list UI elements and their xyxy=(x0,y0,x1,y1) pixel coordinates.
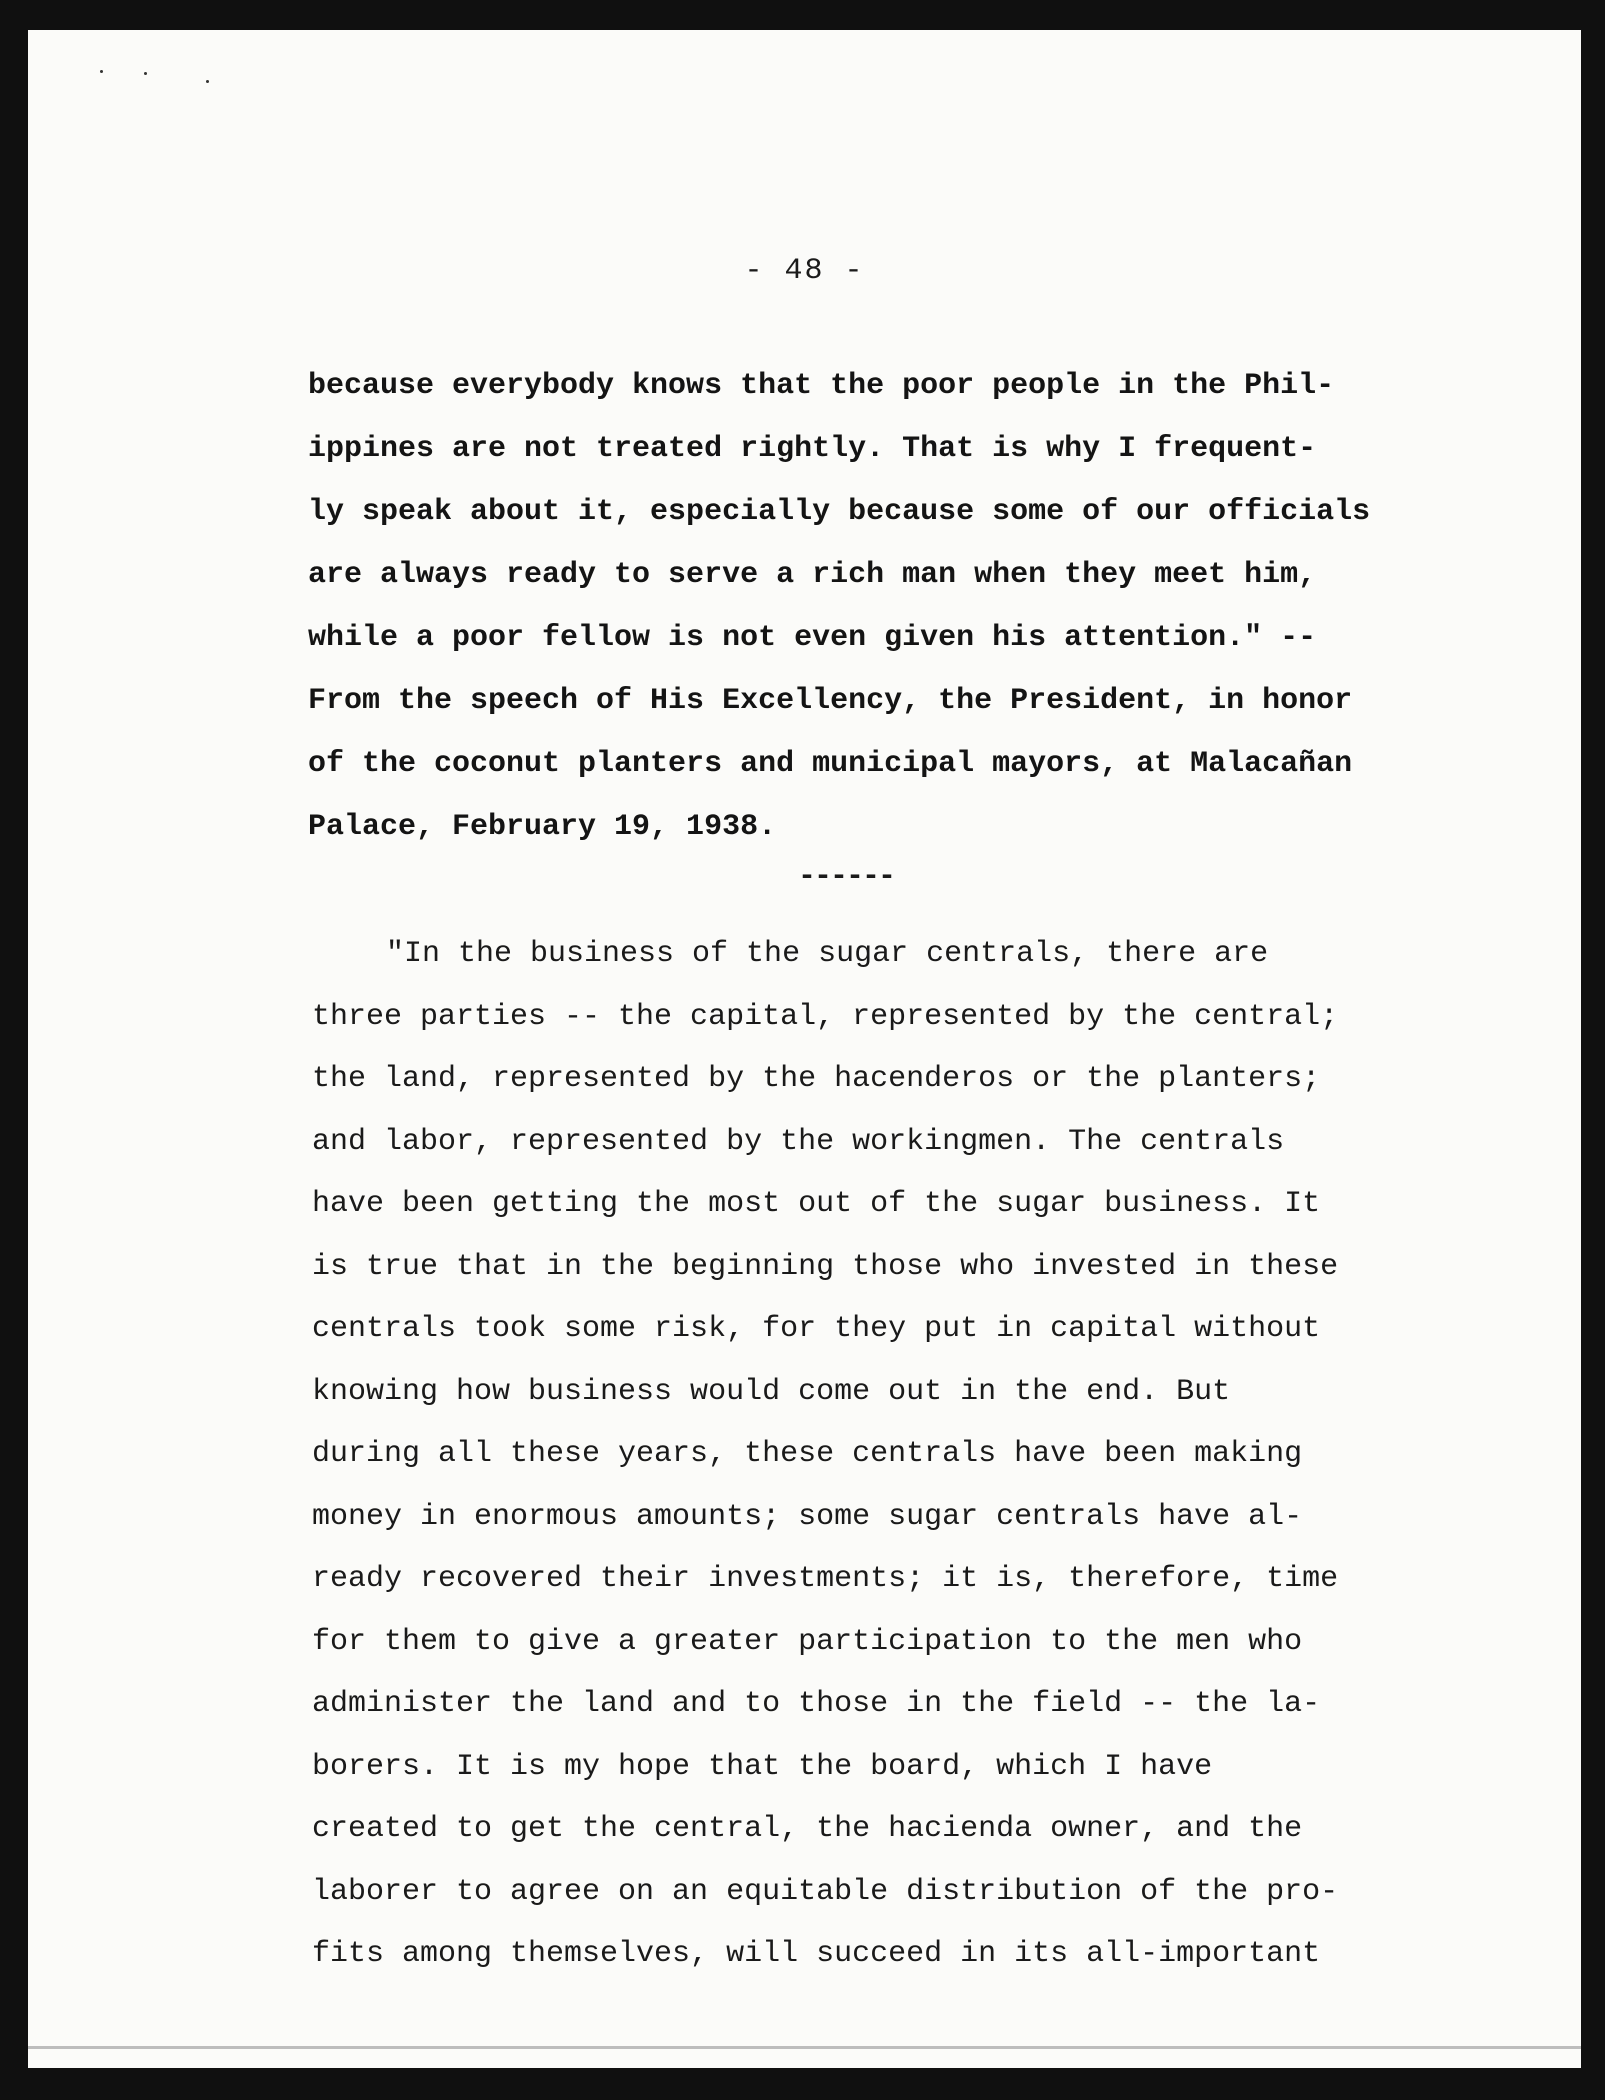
text-line: "In the business of the sugar centrals, there are xyxy=(386,937,1269,971)
text-line: while a poor fellow is not even given his attention." -- xyxy=(308,621,1317,655)
text-line: borers. It is my hope that the board, which I have xyxy=(312,1750,1213,1784)
section-separator: ------ xyxy=(798,860,895,894)
text-line: three parties -- the capital, represented by the central; xyxy=(312,1000,1339,1034)
text-line: because everybody knows that the poor people in the Phil- xyxy=(308,369,1335,403)
text-line: ready recovered their investments; it is, therefore, time xyxy=(312,1562,1339,1596)
text-line: during all these years, these centrals have been making xyxy=(312,1437,1303,1471)
text-line: have been getting the most out of the sugar business. It xyxy=(312,1187,1321,1221)
page-number: - 48 - xyxy=(744,254,865,288)
text-line: From the speech of His Excellency, the President, in honor xyxy=(308,684,1353,718)
text-line: knowing how business would come out in the end. But xyxy=(312,1375,1231,1409)
text-line: the land, represented by the hacenderos or the planters; xyxy=(312,1062,1321,1096)
page-bottom-edge xyxy=(28,2046,1581,2049)
text-line: of the coconut planters and municipal mayors, at Malacañan xyxy=(308,747,1353,781)
text-line: and labor, represented by the workingmen. The centrals xyxy=(312,1125,1285,1159)
speck-mark xyxy=(100,70,103,73)
speck-mark xyxy=(144,72,147,75)
text-line: for them to give a greater participation to the men who xyxy=(312,1625,1303,1659)
text-line: fits among themselves, will succeed in its all-important xyxy=(312,1937,1321,1971)
text-line: ly speak about it, especially because some of our officials xyxy=(308,495,1371,529)
text-line: centrals took some risk, for they put in capital without xyxy=(312,1312,1321,1346)
text-line: laborer to agree on an equitable distribution of the pro- xyxy=(312,1875,1339,1909)
text-line: money in enormous amounts; some sugar centrals have al- xyxy=(312,1500,1303,1534)
speck-mark xyxy=(206,80,209,83)
document-page xyxy=(28,30,1581,2068)
text-line: is true that in the beginning those who invested in these xyxy=(312,1250,1339,1284)
text-line: ippines are not treated rightly. That is why I frequent- xyxy=(308,432,1317,466)
text-line: are always ready to serve a rich man when they meet him, xyxy=(308,558,1317,592)
text-line: administer the land and to those in the field -- the la- xyxy=(312,1687,1321,1721)
text-line: created to get the central, the hacienda owner, and the xyxy=(312,1812,1303,1846)
text-line: Palace, February 19, 1938. xyxy=(308,810,777,844)
